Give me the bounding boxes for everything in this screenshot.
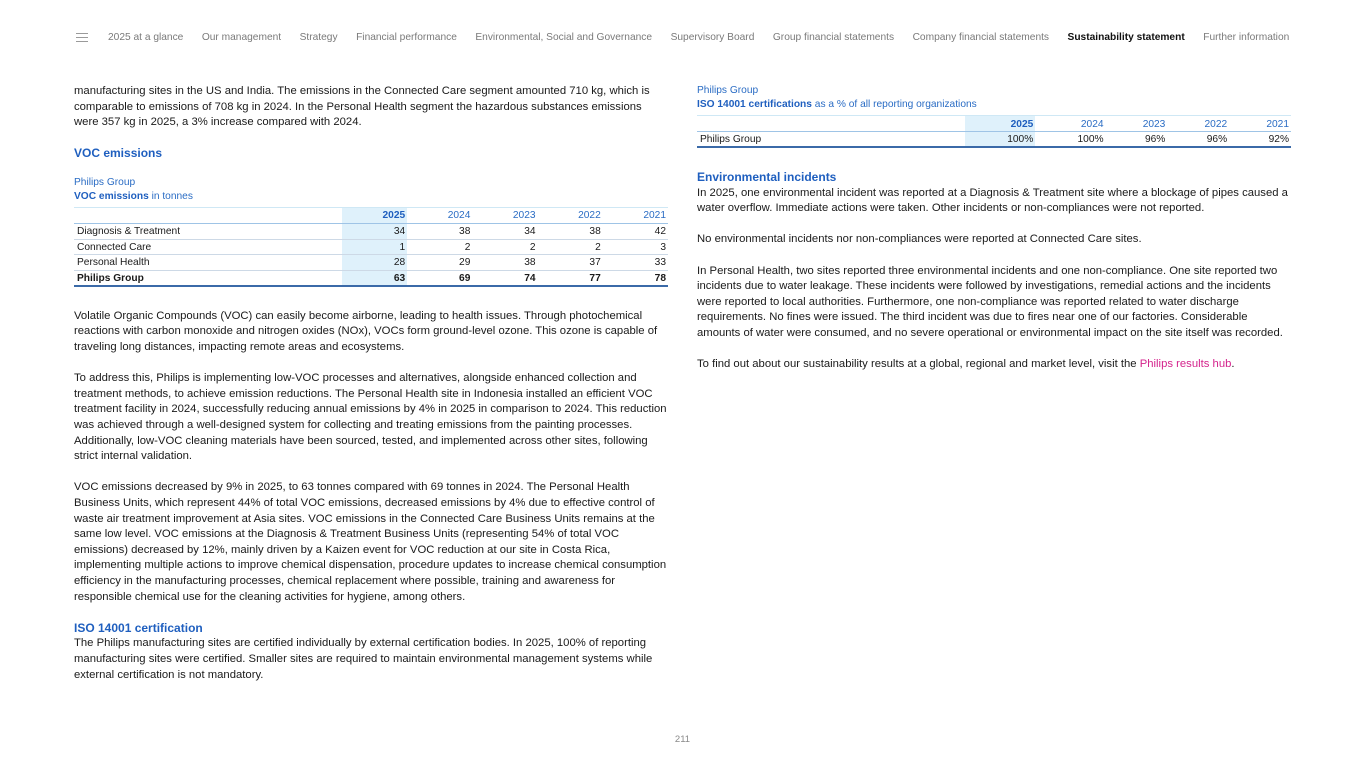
header-2021: 2021 xyxy=(603,207,668,223)
cell-value: 92% xyxy=(1229,132,1291,148)
table-total-row xyxy=(74,270,668,286)
cell-value: 38 xyxy=(538,223,603,239)
cell-value: 2 xyxy=(538,239,603,255)
cell-value: 38 xyxy=(472,255,537,271)
cell-value: 2 xyxy=(407,239,472,255)
total-value: 69 xyxy=(407,270,472,286)
iso-table-caption-unit: as a % of all reporting organizations xyxy=(811,99,977,110)
header-2021: 2021 xyxy=(1229,116,1291,132)
iso-table-caption-group: Philips Group xyxy=(697,85,759,96)
incidents-paragraph-2: No environmental incidents nor non-compliances were reported at Connected Care sites. xyxy=(697,233,1142,246)
table-row xyxy=(74,239,668,255)
voc-paragraph-3: VOC emissions decreased by 9% in 2025, to 63 tonnes compared with 69 tonnes in 2024. The Personal Health Business Units, which represent 44% of total VOC emissions, decreased emissions by 4% due to effective control of waste air treatment improvement at Asia sites. VOC emissions in the Connected Care Business Units remains at the same low level. VOC emissions at the Diagnosis & Treatment Business Units (representing 54% of total VOC emissions) decreased by 12%, mainly driven by a Kaizen event for VOC reduction at our site in Costa Rica, implementing multiple actions to improve chemical dispensation, procedure updates to increase chemical consumption efficiency in the manufacturing processes, chemical replacement where possible, training and awareness for responsible chemical use for the cleaning activities for hygiene, among others. xyxy=(74,481,667,603)
cell-value: 33 xyxy=(603,255,668,271)
header-2023: 2023 xyxy=(472,207,537,223)
header-2023: 2023 xyxy=(1106,116,1168,132)
total-value: 78 xyxy=(603,270,668,286)
environmental-incidents-heading: Environmental incidents xyxy=(697,170,837,185)
voc-table-caption-unit: in tonnes xyxy=(148,190,193,202)
header-2024: 2024 xyxy=(1035,116,1105,132)
voc-emissions-table xyxy=(74,207,668,287)
total-value: 63 xyxy=(342,270,407,286)
header-2025: 2025 xyxy=(342,207,407,223)
nav-item-strategy[interactable]: Strategy xyxy=(299,31,338,43)
iso-paragraph: The Philips manufacturing sites are certified individually by external certification bodies. In 2025, 100% of reporting manufacturing sites were certified. Smaller sites are required to maintain environmental management systems while external certification is not mandatory. xyxy=(74,637,653,681)
cell-value: 100% xyxy=(1035,132,1105,148)
cell-value: 96% xyxy=(1167,132,1229,148)
voc-table-caption-group: Philips Group xyxy=(74,176,136,188)
cell-value: 1 xyxy=(342,239,407,255)
cell-value: 2 xyxy=(472,239,537,255)
nav-item-further-information[interactable]: Further information xyxy=(1203,31,1290,43)
cell-value: 100% xyxy=(965,132,1035,148)
cell-value: 3 xyxy=(603,239,668,255)
iso-table-caption-title: ISO 14001 certifications xyxy=(697,99,812,110)
iso-table-caption xyxy=(697,84,1291,112)
table-header-row xyxy=(74,207,668,223)
iso-14001-heading: ISO 14001 certification xyxy=(74,620,203,635)
row-label: Diagnosis & Treatment xyxy=(74,223,342,239)
header-label xyxy=(74,207,342,223)
iso-certifications-table xyxy=(697,115,1291,148)
cell-value: 37 xyxy=(538,255,603,271)
voc-emissions-heading: VOC emissions xyxy=(74,146,163,161)
incidents-paragraph-1: In 2025, one environmental incident was reported at a Diagnosis & Treatment site where a blockage of pipes caused a water overflow. Immediate actions were taken. Other incidents or non-compliances were not reported. xyxy=(697,186,1288,215)
voc-table-caption xyxy=(74,176,668,204)
cell-value: 42 xyxy=(603,223,668,239)
voc-paragraph-1: Volatile Organic Compounds (VOC) can easily become airborne, leading to health issues. Through photochemical reactions with carbon monoxide and nitrogen oxides (NOx), VOCs form ground-level ozone. This ozone is capable of traveling long distances, impacting remote areas and ecosystems. xyxy=(74,309,658,354)
header-2025: 2025 xyxy=(965,116,1035,132)
total-value: 74 xyxy=(472,270,537,286)
nav-item-company-financial-statements[interactable]: Company financial statements xyxy=(912,31,1050,43)
philips-results-hub-link[interactable]: Philips results hub xyxy=(1139,358,1232,371)
header-2024: 2024 xyxy=(407,207,472,223)
table-row xyxy=(74,223,668,239)
intro-paragraph: manufacturing sites in the US and India. The emissions in the Connected Care segment amounted 710 kg, which is comparable to emissions of 708 kg in 2024. In the Personal Health segment the hazardous substances emissions were 357 kg in 2025, a 3% increase compared with 2024. xyxy=(74,85,650,129)
table-header-row xyxy=(697,116,1291,132)
header-2022: 2022 xyxy=(538,207,603,223)
nav-item-our-management[interactable]: Our management xyxy=(201,31,282,43)
row-label: Philips Group xyxy=(697,132,965,148)
cell-value: 38 xyxy=(407,223,472,239)
nav-item-esg[interactable]: Environmental, Social and Governance xyxy=(475,31,653,43)
results-hub-end: . xyxy=(1231,358,1235,371)
nav-item-financial-performance[interactable]: Financial performance xyxy=(356,31,457,43)
voc-paragraph-2: To address this, Philips is implementing low-VOC processes and alternatives, alongside enhanced collection and treatment methods, to achieve emission reductions. The Personal Health site in Indonesia installed an efficient VOC treatment facility in 2024, successfully reducing annual emissions by 4% in 2025 in comparison to 2024. This reduction was achieved through a well-designed system for collecting and treating emissions from the painting processes. Additionally, low-VOC cleaning materials have been sourced, tested, and implemented across other sites, following strict internal validation. xyxy=(74,372,667,463)
row-label: Personal Health xyxy=(74,255,342,271)
nav-item-supervisory-board[interactable]: Supervisory Board xyxy=(670,31,755,43)
table-row xyxy=(697,132,1291,148)
header-2022: 2022 xyxy=(1167,116,1229,132)
voc-table-caption-title: VOC emissions xyxy=(74,190,149,202)
cell-value: 29 xyxy=(407,255,472,271)
cell-value: 96% xyxy=(1106,132,1168,148)
cell-value: 28 xyxy=(342,255,407,271)
results-hub-paragraph xyxy=(697,357,1291,373)
hamburger-menu-icon[interactable] xyxy=(76,33,88,42)
nav-item-group-financial-statements[interactable]: Group financial statements xyxy=(772,31,895,43)
row-label: Connected Care xyxy=(74,239,342,255)
table-row xyxy=(74,255,668,271)
top-navigation xyxy=(0,0,1365,74)
left-column xyxy=(74,84,668,683)
total-label: Philips Group xyxy=(74,270,342,286)
right-column xyxy=(697,84,1291,373)
cell-value: 34 xyxy=(342,223,407,239)
nav-item-2025-at-a-glance[interactable]: 2025 at a glance xyxy=(108,31,184,43)
total-value: 77 xyxy=(538,270,603,286)
page-number: 211 xyxy=(674,734,691,745)
results-hub-text: To find out about our sustainability results at a global, regional and market level, visit the xyxy=(697,358,1140,371)
nav-item-sustainability-statement[interactable]: Sustainability statement xyxy=(1067,31,1185,43)
header-label xyxy=(697,116,965,132)
cell-value: 34 xyxy=(472,223,537,239)
incidents-paragraph-3: In Personal Health, two sites reported three environmental incidents and one non-compliance. One site reported two incidents due to water leakage. These incidents were followed by investigations, remedial actions and the incidents were reported to local authorities. Furthermore, one non-compliance was reported related to water discharge requirements. No fines were issued. The third incident was due to fires near one of our factories. Considerable amounts of water were consumed, and no severe operational or environmental impact on the site itself was recorded. xyxy=(697,264,1283,340)
